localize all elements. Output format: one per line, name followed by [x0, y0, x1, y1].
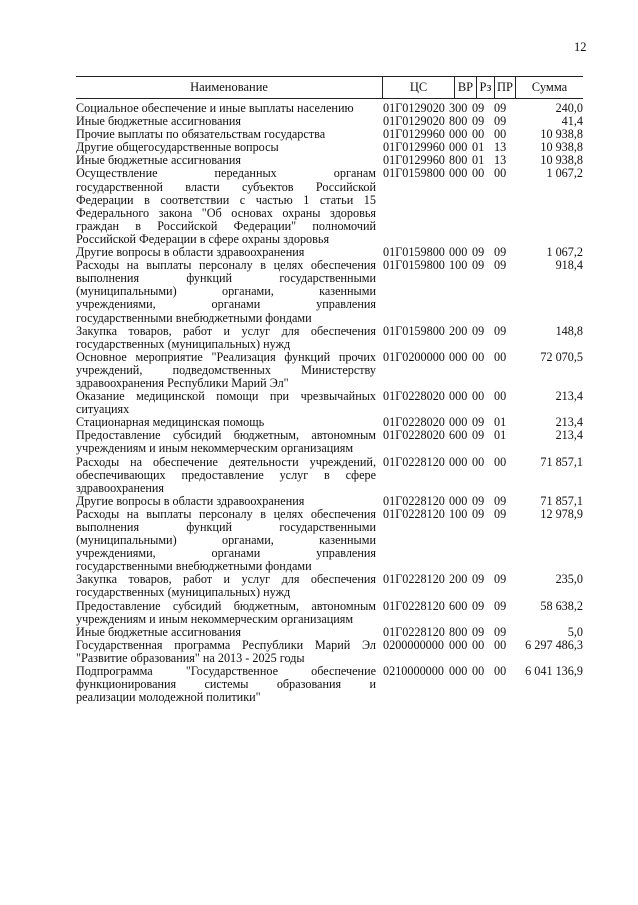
row-rz: 09 — [472, 624, 485, 639]
row-name — [76, 600, 376, 626]
row-pr: 09 — [494, 245, 507, 260]
row-rz: 09 — [472, 506, 485, 521]
row-name-line: государственных (муниципальных) нужд — [76, 336, 291, 351]
table-row — [76, 390, 583, 416]
row-vr: 000 — [449, 637, 468, 652]
row-rz: 09 — [472, 493, 485, 508]
row-sum: 5,0 — [567, 624, 583, 639]
row-cs: 01Г0228120 — [383, 506, 445, 521]
row-pr: 13 — [494, 140, 507, 155]
row-name-line: "Развитие образования" на 2013 - 2025 годы — [76, 650, 305, 665]
table-row — [76, 167, 583, 246]
row-cs: 01Г0228120 — [383, 624, 445, 639]
row-vr: 800 — [449, 153, 468, 168]
row-sum: 918,4 — [555, 258, 583, 273]
row-sum: 213,4 — [555, 389, 583, 404]
row-vr: 000 — [449, 166, 468, 181]
row-pr: 13 — [494, 153, 507, 168]
table-row — [76, 573, 583, 599]
row-rz: 09 — [472, 598, 485, 613]
table-row — [76, 429, 583, 455]
row-cs: 01Г0129020 — [383, 114, 445, 129]
row-vr: 600 — [449, 598, 468, 613]
row-name-line: Иные бюджетные ассигнования — [76, 114, 242, 129]
row-cs: 0210000000 — [383, 664, 444, 679]
row-pr: 00 — [494, 389, 507, 404]
row-name — [76, 167, 376, 246]
row-rz: 09 — [472, 101, 485, 115]
row-sum: 10 938,8 — [540, 127, 583, 142]
row-name-line: Подпрограмма "Государственное обеспечение — [76, 664, 376, 679]
row-pr: 00 — [494, 127, 507, 142]
row-name — [76, 456, 376, 495]
row-name-line: Оказание медицинской помощи при чрезвычайных — [76, 389, 376, 404]
row-name-line: Другие вопросы в области здравоохранения — [76, 245, 305, 260]
row-vr: 000 — [449, 389, 468, 404]
row-cs: 01Г0200000 — [383, 349, 445, 364]
row-rz: 09 — [472, 428, 485, 443]
row-cs: 01Г0228120 — [383, 493, 445, 508]
row-sum: 1 067,2 — [546, 166, 583, 181]
row-vr: 000 — [449, 349, 468, 364]
row-sum: 235,0 — [555, 572, 583, 587]
row-pr: 09 — [494, 114, 507, 129]
row-cs: 01Г0228120 — [383, 454, 445, 469]
row-name-line: Расходы на обеспечение деятельности учреждений, — [76, 454, 376, 469]
header-vr: ВР — [454, 77, 476, 98]
row-name-line: здравоохранения — [76, 480, 165, 495]
row-name-line: Расходы на выплаты персоналу в целях обеспечения — [76, 506, 376, 521]
row-rz: 00 — [472, 166, 485, 181]
table-row — [76, 325, 583, 351]
row-sum: 71 857,1 — [540, 454, 583, 469]
row-sum: 213,4 — [555, 415, 583, 430]
row-vr: 100 — [449, 258, 468, 273]
row-rz: 01 — [472, 140, 485, 155]
row-name — [76, 665, 376, 704]
row-vr: 000 — [449, 140, 468, 155]
table-row — [76, 508, 583, 573]
row-cs: 01Г0129960 — [383, 140, 445, 155]
row-name-line: учреждений, подведомственных Министерству — [76, 362, 376, 377]
row-sum: 41,4 — [561, 114, 583, 129]
row-vr: 200 — [449, 572, 468, 587]
table-row — [76, 665, 583, 704]
row-cs: 01Г0228020 — [383, 415, 445, 430]
row-name-line: Социальное обеспечение и иные выплаты населению — [76, 101, 354, 115]
row-rz: 00 — [472, 127, 485, 142]
header-name: Наименование — [190, 80, 268, 94]
row-cs: 01Г0129020 — [383, 101, 445, 115]
table-row — [76, 495, 583, 508]
row-name — [76, 508, 376, 573]
header-sum: Сумма — [515, 77, 583, 98]
row-name-line: Другие вопросы в области здравоохранения — [76, 493, 305, 508]
row-name — [76, 639, 376, 665]
row-rz: 09 — [472, 323, 485, 338]
row-sum: 240,0 — [555, 101, 583, 115]
table-row — [76, 626, 583, 639]
row-name-line: учреждениями, органами управления — [76, 297, 376, 312]
row-pr: 09 — [494, 598, 507, 613]
row-rz: 09 — [472, 245, 485, 260]
row-pr: 09 — [494, 323, 507, 338]
row-pr: 09 — [494, 101, 507, 115]
row-cs: 01Г0228120 — [383, 598, 445, 613]
table-row — [76, 639, 583, 665]
row-rz: 09 — [472, 572, 485, 587]
row-name-line: функционирования системы образования и — [76, 677, 376, 692]
row-vr: 300 — [449, 101, 468, 115]
row-vr: 000 — [449, 415, 468, 430]
row-sum: 6 041 136,9 — [525, 664, 583, 679]
row-name-line: Расходы на выплаты персоналу в целях обеспечения — [76, 258, 376, 273]
row-rz: 01 — [472, 153, 485, 168]
row-name-line: государственных (муниципальных) нужд — [76, 585, 291, 600]
row-rz: 09 — [472, 114, 485, 129]
row-cs: 01Г0159800 — [383, 258, 445, 273]
row-pr: 00 — [494, 454, 507, 469]
table-row — [76, 351, 583, 390]
row-name-line: Закупка товаров, работ и услуг для обеспечения — [76, 323, 376, 338]
row-name-line: обеспечивающих предоставление услуг в сфере — [76, 467, 376, 482]
row-rz: 09 — [472, 415, 485, 430]
row-pr: 01 — [494, 415, 507, 430]
row-pr: 00 — [494, 349, 507, 364]
row-name-line: государственными внебюджетными фондами — [76, 559, 312, 574]
row-name — [76, 429, 376, 455]
row-name-line: Основное мероприятие "Реализация функций прочих — [76, 349, 376, 364]
row-name — [76, 495, 376, 508]
table-row — [76, 456, 583, 495]
row-vr: 000 — [449, 245, 468, 260]
row-name-line: Предоставление субсидий бюджетным, автономным — [76, 598, 376, 613]
row-vr: 000 — [449, 493, 468, 508]
row-name-line: Предоставление субсидий бюджетным, автономным — [76, 428, 376, 443]
row-sum: 10 938,8 — [540, 153, 583, 168]
row-name-line: Прочие выплаты по обязательствам государства — [76, 127, 326, 142]
row-name-line: учреждениям и иным некоммерческим организациям — [76, 441, 354, 456]
row-name — [76, 626, 376, 639]
row-sum: 71 857,1 — [540, 493, 583, 508]
row-name-line: Федерации в соответствии с частью 1 статьи 15 — [76, 192, 376, 207]
row-name-line: Другие общегосударственные вопросы — [76, 140, 279, 155]
row-name — [76, 259, 376, 324]
row-rz: 00 — [472, 389, 485, 404]
row-name-line: государственными внебюджетными фондами — [76, 310, 312, 325]
row-name-line: учреждениям и иным некоммерческим организациям — [76, 611, 354, 626]
row-cs: 01Г0159800 — [383, 323, 445, 338]
row-name-line: ситуациях — [76, 402, 130, 417]
row-rz: 09 — [472, 258, 485, 273]
row-name — [76, 351, 376, 390]
row-name-line: Иные бюджетные ассигнования — [76, 624, 242, 639]
row-sum: 1 067,2 — [546, 245, 583, 260]
row-sum: 72 070,5 — [540, 349, 583, 364]
row-pr: 00 — [494, 637, 507, 652]
row-pr: 09 — [494, 506, 507, 521]
row-cs: 01Г0159800 — [383, 166, 445, 181]
row-vr: 800 — [449, 624, 468, 639]
row-name — [76, 390, 376, 416]
row-vr: 000 — [449, 454, 468, 469]
row-pr: 09 — [494, 493, 507, 508]
row-name — [76, 573, 376, 599]
row-name-line: выполнения функций государственными — [76, 520, 376, 534]
row-name-line: Стационарная медицинская помощь — [76, 415, 265, 430]
table-row — [76, 600, 583, 626]
row-cs: 01Г0129960 — [383, 153, 445, 168]
header-rz: Рз — [476, 77, 494, 98]
row-vr: 200 — [449, 323, 468, 338]
row-name-line: Федерального закона "Об основах охраны здоровья — [76, 205, 376, 220]
row-pr: 01 — [494, 428, 507, 443]
row-name-line: выполнения функций государственными — [76, 271, 376, 286]
row-vr: 000 — [449, 664, 468, 679]
row-sum: 58 638,2 — [540, 598, 583, 613]
row-name-line: здравоохранения Республики Марий Эл" — [76, 375, 289, 390]
table-row — [76, 259, 583, 324]
row-name-line: Государственная программа Республики Марий Эл — [76, 637, 376, 652]
row-name-line: граждан в Российской Федерации" полномочий — [76, 218, 376, 233]
row-name — [76, 325, 376, 351]
page-number: 12 — [574, 40, 587, 54]
row-name-line: учреждениями, органами управления — [76, 546, 376, 561]
row-vr: 000 — [449, 127, 468, 142]
header-cs: ЦС — [382, 77, 454, 98]
row-sum: 6 297 486,3 — [525, 637, 583, 652]
row-name-line: Осуществление переданных органам — [76, 166, 376, 181]
row-rz: 00 — [472, 637, 485, 652]
row-name-line: Российской Федерации в сфере охраны здоровья — [76, 231, 330, 246]
row-pr: 00 — [494, 166, 507, 181]
row-vr: 600 — [449, 428, 468, 443]
row-sum: 12 978,9 — [540, 506, 583, 521]
row-pr: 09 — [494, 624, 507, 639]
row-rz: 00 — [472, 454, 485, 469]
table-body — [76, 102, 583, 704]
row-sum: 10 938,8 — [540, 140, 583, 155]
row-vr: 800 — [449, 114, 468, 129]
row-name-line: государственной власти субъектов Российской — [76, 179, 376, 194]
row-name-line: реализации молодежной политики" — [76, 690, 261, 705]
row-pr: 09 — [494, 258, 507, 273]
row-sum: 148,8 — [555, 323, 583, 338]
header-pr: ПР — [494, 77, 515, 98]
row-name-line: (муниципальными) органами, казенными — [76, 533, 376, 548]
row-cs: 01Г0129960 — [383, 127, 445, 142]
row-rz: 00 — [472, 349, 485, 364]
row-name-line: (муниципальными) органами, казенными — [76, 284, 376, 299]
row-rz: 00 — [472, 664, 485, 679]
row-pr: 00 — [494, 664, 507, 679]
row-vr: 100 — [449, 506, 468, 521]
row-name-line: Закупка товаров, работ и услуг для обеспечения — [76, 572, 376, 587]
row-cs: 01Г0228020 — [383, 389, 445, 404]
row-cs: 01Г0228020 — [383, 428, 445, 443]
row-cs: 0200000000 — [383, 637, 444, 652]
row-cs: 01Г0228120 — [383, 572, 445, 587]
row-sum: 213,4 — [555, 428, 583, 443]
row-cs: 01Г0159800 — [383, 245, 445, 260]
table-header — [76, 76, 583, 99]
row-name-line: Иные бюджетные ассигнования — [76, 153, 242, 168]
row-pr: 09 — [494, 572, 507, 587]
